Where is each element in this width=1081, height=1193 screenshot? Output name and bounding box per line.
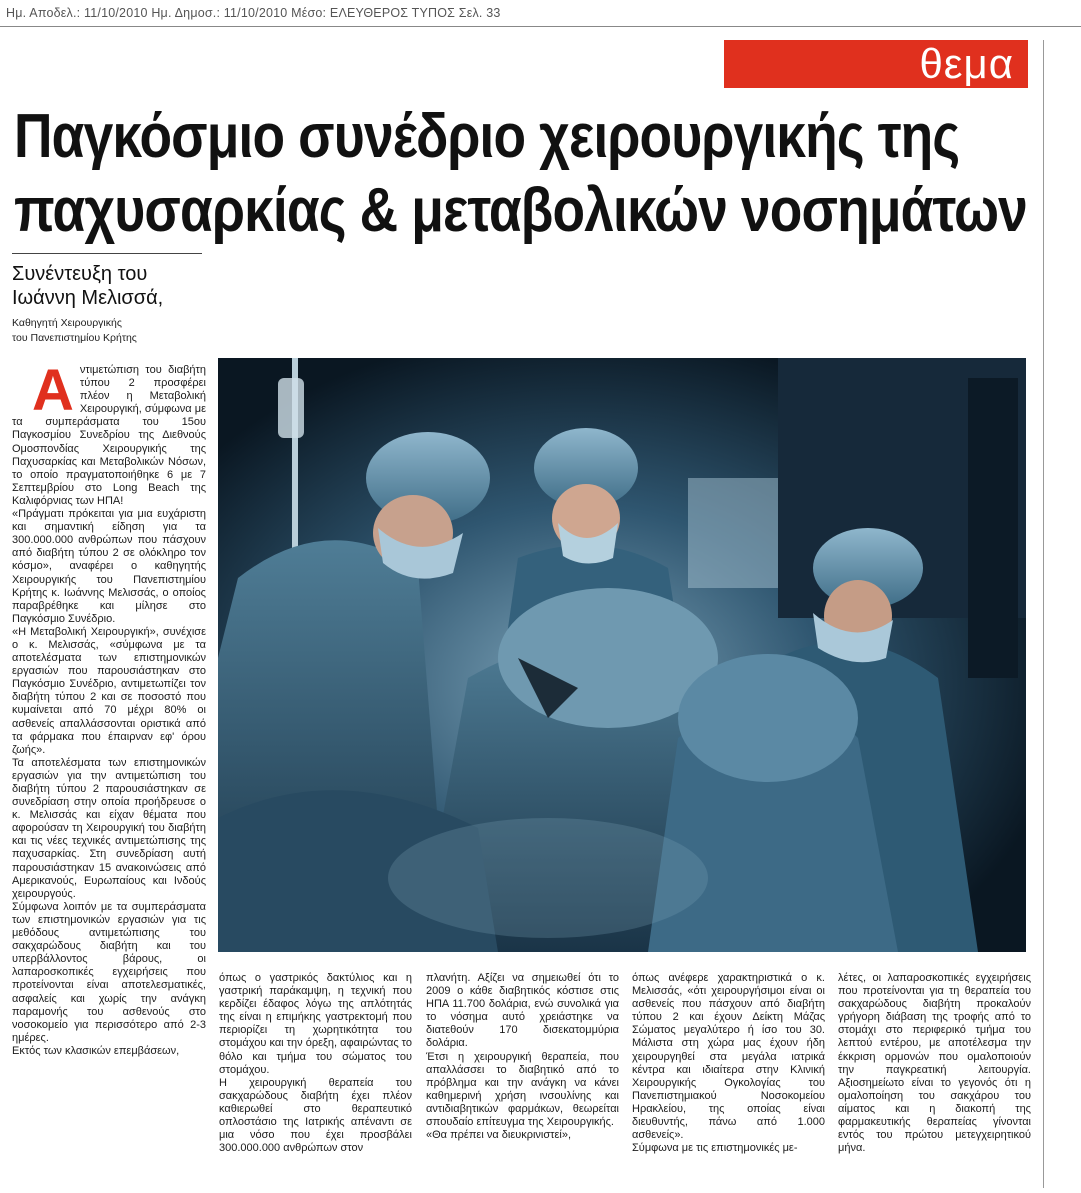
paragraph: Τα αποτελέσματα των επιστημονικών εργασιών για την αντιμετώπιση του διαβήτη τύπου 2 παρουσιάστηκαν σε συνεδρίαση στην οποία προήδρευσε ο κ. Μελισσάς και είχαν θέματα που αφορούσαν τη Χειρουργική του διαβήτη και τις νέες τεχνικές αντιμετώπισης της παχυσαρκίας. Στη συνεδρίαση αυτή παρουσιάστηκαν 15 ανακοινώσεις από Αμερικανούς, Ευρωπαίους και Ινδούς χειρουργούς. <box>12 756 206 900</box>
paragraph: Σύμφωνα με τις επιστημονικές με- <box>632 1142 798 1155</box>
article-column-5 <box>838 972 1031 1155</box>
byline-title <box>12 316 212 346</box>
paragraph: λέτες, οι λαπαροσκοπικές εγχειρήσεις που προτείνονται για τη θεραπεία του σακχαρώδους διαβήτη προκαλούν γρήγορη διάβαση της τροφής από το στομάχι στο περιφερικό τμήμα του λεπτού εντέρου, με αποτέλεσμα την έκκριση ορμονών που ομαλοποιούν την παγκρεατική λειτουργία. Αξιοσημείωτο είναι το γεγονός ότι η ομαλοποίηση του σακχάρου του αίματος και η διακοπή της φαρμακευτικής θεραπείας γίνονται εντός του πρώτου μετεγχειρητικού μήνα. <box>838 972 1031 1155</box>
byline-name: Ιωάννη Μελισσά, <box>12 287 164 309</box>
byline-divider <box>12 253 202 254</box>
paragraph: όπως ανέφερε χαρακτηριστικά ο κ. Μελισσάς, «ότι χειρουργήσιμοι είναι οι ασθενείς που πάσχουν από διαβήτη τύπου 2 και έχουν Δείκτη Μάζας Σώματος μεγαλύτερο ή ίσο του 30. Μάλιστα στη χώρα μας έχουν ήδη χειρουργηθεί στα μεγάλα ιατρικά κέντρα και ιδιαίτερα στην Κλινική Χειρουργικής Ογκολογίας του Πανεπιστημιακού Νοσοκομείου Ηρακλείου, της οποίας είναι διευθυντής, πάνω από 1.000 ασθενείς». <box>632 972 825 1142</box>
byline-title-line-2: του Πανεπιστημίου Κρήτης <box>12 332 137 344</box>
paragraph: Εκτός των κλασικών επεμβάσεων, <box>12 1044 180 1057</box>
paragraph: πλανήτη. Αξίζει να σημειωθεί ότι το 2009 ο κάθε διαβητικός κόστισε στις ΗΠΑ 11.700 δολάρια, ενώ συνολικά για το νόσημα αυτό χρειάστηκε να διατεθούν 170 δισεκατομμύρια δολάρια. <box>426 972 619 1050</box>
headline-line-1: Παγκόσμιο συνέδριο χειρουργικής της <box>14 102 960 171</box>
byline-title-line-1: Καθηγητή Χειρουργικής <box>12 317 122 329</box>
surgery-photo-illustration <box>218 358 1026 952</box>
paragraph: Η χειρουργική θεραπεία του σακχαρώδους διαβήτη έχει πλέον καθιερωθεί στο θεραπευτικό οπλοστάσιο της Ιατρικής απέναντι σε μια νόσο που έχει προσβάλει 300.000.000 ανθρώπων στον <box>219 1076 412 1155</box>
headline-line-2: παχυσαρκίας & μεταβολικών νοσημάτων <box>14 176 1027 245</box>
byline-intro: Συνέντευξη του <box>12 263 148 285</box>
article-column-4 <box>632 972 825 1155</box>
paragraph: Έτσι η χειρουργική θεραπεία, που απαλλάσσει το διαβητικό από το πρόβλημα και την ανάγκη να κάνει καθημερινή χρήση ινσουλίνης και αντιδιαβητικών φαρμάκων, θεωρείται σπουδαίο επίτευγμα της Χειρουργικής. <box>426 1050 619 1129</box>
column-divider <box>1043 40 1044 1188</box>
paragraph: «Θα πρέπει να διευκρινιστεί», <box>426 1129 572 1142</box>
clipping-meta: Ημ. Αποδελ.: 11/10/2010 Ημ. Δημοσ.: 11/10/2010 Μέσο: ΕΛΕΥΘΕΡΟΣ ΤΥΠΟΣ Σελ. 33 <box>6 6 501 20</box>
paragraph: «Πράγματι πρόκειται για μια ευχάριστη και σημαντική είδηση για τα 300.000.000 ανθρώπων που πάσχουν από διαβήτη τύπου 2 σε ολόκληρο τον κόσμο», αναφέρει ο καθηγητής Χειρουργικής του Πανεπιστημίου Κρήτης κ. Ιωάννης Μελισσάς, ο οποίος παραβρέθηκε και μίλησε στο Παγκόσμιο Συνέδριο. <box>12 508 206 625</box>
article-column-1 <box>12 358 206 1058</box>
paragraph: «Η Μεταβολική Χειρουργική», συνέχισε ο κ. Μελισσάς, «σύμφωνα με τα αποτελέσματα των επιστημονικών εργασιών που παρουσιάστηκαν στο Παγκόσμιο Συνέδριο, αντιμετωπίζει τον διαβήτη τύπου 2 και σε ποσοστό που κυμαίνεται από 70 μέχρι 80% οι ασθενείς απαλλάσσονται οριστικά από τα φάρμακα που έπαιρναν εφ' όρου ζωής». <box>12 625 206 756</box>
article-headline <box>14 100 1027 248</box>
paragraph: όπως ο γαστρικός δακτύλιος και η γαστρική παράκαμψη, η τεχνική που κερδίζει έδαφος λόγω της απλότητάς της είναι η επιμήκης γαστρεκτομή που περιορίζει τη χωρητικότητα του στομάχου και την όρεξη, αφαιρώντας το θόλο και τμήμα του σώματος του στομάχου. <box>219 972 412 1076</box>
paragraph: ντιμετώπιση του διαβήτη τύπου 2 προσφέρει πλέον η Μεταβολική Χειρουργική, σύμφωνα με τα συμπεράσματα του 15ου Παγκοσμίου Συνεδρίου της Διεθνούς Ομοσπονδίας Χειρουργικής της Παχυσαρκίας και Μεταβολικών Νόσων, το οποίο πραγματοποιήθηκε 6 με 7 Σεπτεμβρίου στο Long Beach της Καλιφόρνιας των ΗΠΑ! <box>12 364 206 507</box>
article-column-3 <box>426 972 619 1142</box>
meta-divider <box>0 26 1081 27</box>
drop-cap: Α <box>32 358 74 423</box>
article-column-2 <box>219 972 412 1155</box>
surgery-photo <box>218 358 1026 952</box>
section-label: θεμα <box>724 40 1028 88</box>
paragraph: Σύμφωνα λοιπόν με τα συμπεράσματα των επιστημονικών εργασιών για τις μεθόδους αντιμετώπισης του σακχαρώδους διαβήτη και του υπερβάλλοντος βάρους, οι λαπαροσκοπικές εγχειρήσεις που προτείνονται είναι αποτελεσματικές, ασφαλείς και χωρίς την ανάγκη παραμονής του ασθενούς στο νοσοκομείο για περισσότερο από 2-3 ημέρες. <box>12 900 206 1044</box>
